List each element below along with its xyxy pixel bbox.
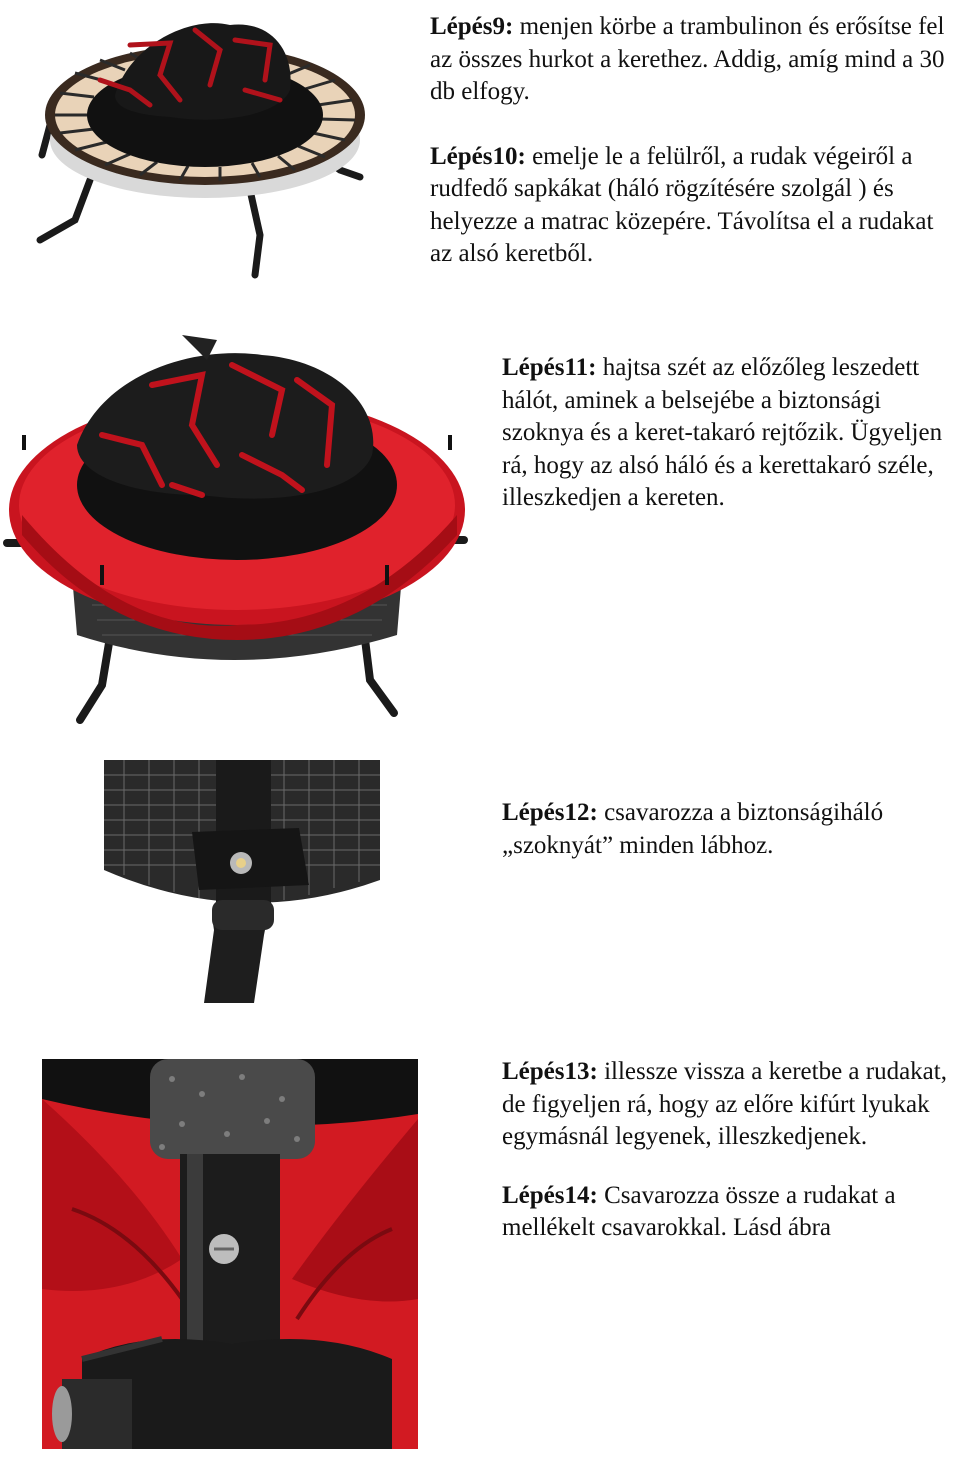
steps-13-14-text — [502, 1056, 952, 1245]
step-11-label: Lépés11: — [502, 354, 597, 381]
step-12-label: Lépés12: — [502, 799, 598, 826]
steps-9-10-text — [430, 11, 950, 271]
skirt-leg-bolt-photo — [104, 760, 380, 1003]
step-11-text-block — [502, 352, 952, 515]
trampoline-frame-cover-photo — [2, 335, 472, 725]
step-11-text: hajtsa szét az előzőleg leszedett hálót, aminek a belsejébe a biztonsági szoknya és a keret-takaró rejtőzik. Ügyeljen rá, hogy az alsó háló és a kerettakaró széle, illeszkedjen a kereten. — [502, 354, 943, 511]
step-12-text: csavarozza a biztonságiháló „szoknyát” minden lábhoz. — [502, 799, 884, 859]
step-14 — [502, 1180, 952, 1245]
step-10-text: emelje le a felülről, a rudak végeiről a rudfedő sapkákat (háló rögzítésére szolgál ) és helyezze a matrac közepére. Távolítsa el a rudakat az alsó keretből. — [430, 142, 934, 267]
step-9-label: Lépés9: — [430, 13, 514, 40]
step-13-text: illessze vissza a keretbe a rudakat, de figyeljen rá, hogy az előre kifúrt lyukak egymásnál legyenek, illeszkedjenek. — [502, 1058, 947, 1150]
step-10 — [430, 141, 950, 271]
pole-screw-photo — [42, 1059, 418, 1449]
trampoline-springs-photo — [20, 5, 370, 280]
step-9-text: menjen körbe a trambulinon és erősítse fel az összes hurkot a kerethez. Addig, amíg mind a 30 db elfogy. — [430, 13, 945, 105]
step-12-text-block — [502, 797, 952, 862]
step-14-label: Lépés14: — [502, 1181, 598, 1209]
step-14-text: Csavarozza össze a rudakat a mellékelt csavarokkal. Lásd ábra — [502, 1181, 896, 1241]
step-11 — [502, 352, 952, 515]
step-12 — [502, 797, 952, 862]
step-10-label: Lépés10: — [430, 142, 526, 170]
step-9 — [430, 11, 950, 109]
step-13-label: Lépés13: — [502, 1058, 598, 1085]
step-13 — [502, 1056, 952, 1154]
